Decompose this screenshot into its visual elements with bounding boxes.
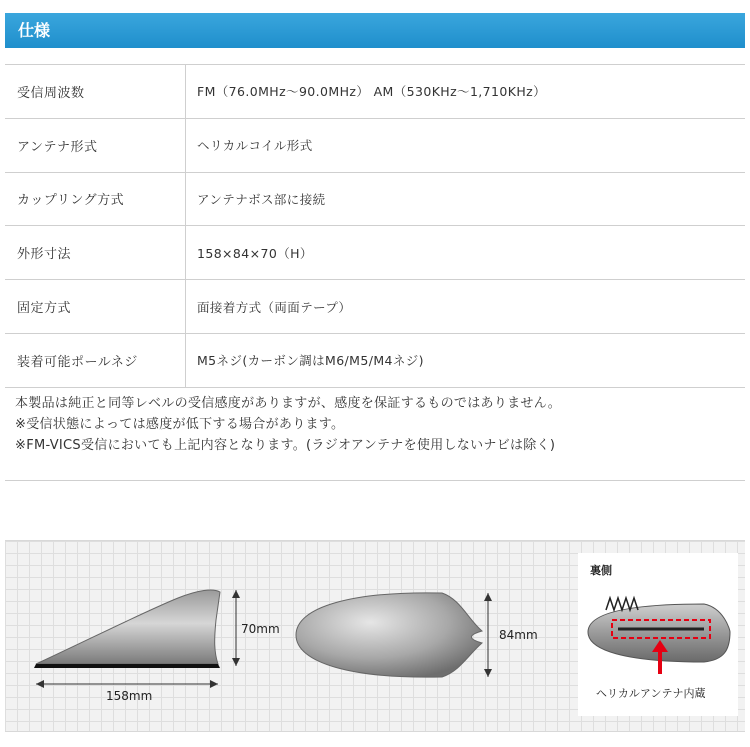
spec-value: 面接着方式（両面テープ） (197, 299, 352, 315)
column-divider (185, 334, 186, 387)
spec-value: アンテナボス部に接続 (197, 191, 326, 207)
spec-value: 158×84×70（H） (197, 245, 313, 261)
column-divider (185, 119, 186, 172)
spec-label: 外形寸法 (17, 247, 72, 263)
spec-table (5, 64, 745, 388)
note-line: 本製品は純正と同等レベルの受信感度がありますが、感度を保証するものではありません。 (15, 396, 562, 411)
spec-row (5, 226, 745, 280)
length-label: 158mm (106, 689, 153, 703)
notes (15, 393, 740, 456)
column-divider (185, 226, 186, 279)
spec-value: ヘリカルコイル形式 (197, 138, 313, 154)
backside-illustration (584, 590, 734, 680)
spec-row (5, 280, 745, 334)
spec-label: 受信周波数 (17, 85, 85, 101)
spec-row (5, 334, 745, 388)
spec-value: M5ネジ(カーボン調はM6/M5/M4ネジ) (197, 353, 424, 369)
spec-label: 固定方式 (17, 301, 72, 317)
backside-title: 裏側 (590, 564, 612, 577)
spec-row (5, 119, 745, 173)
width-label: 84mm (499, 628, 538, 642)
spec-row (5, 64, 745, 119)
column-divider (185, 173, 186, 226)
note-line: ※受信状態によっては感度が低下する場合があります。 (15, 417, 345, 432)
spec-row (5, 173, 745, 227)
note-line: ※FM-VICS受信においても上記内容となります。(ラジオアンテナを使用しないナビは除く) (15, 438, 556, 453)
spec-label: アンテナ形式 (17, 139, 98, 155)
top-view-illustration (292, 585, 502, 685)
divider (5, 480, 745, 481)
spec-value: FM（76.0MHz～90.0MHz） AM（530KHz～1,710KHz） (197, 84, 546, 100)
section-title: 仕様 (18, 21, 51, 40)
height-label: 70mm (241, 622, 280, 636)
backside-caption: ヘリカルアンテナ内蔵 (596, 687, 706, 700)
section-header (5, 13, 745, 48)
column-divider (185, 280, 186, 333)
column-divider (185, 65, 186, 118)
spec-label: カップリング方式 (17, 193, 125, 209)
spec-label: 装着可能ポールネジ (17, 354, 138, 370)
